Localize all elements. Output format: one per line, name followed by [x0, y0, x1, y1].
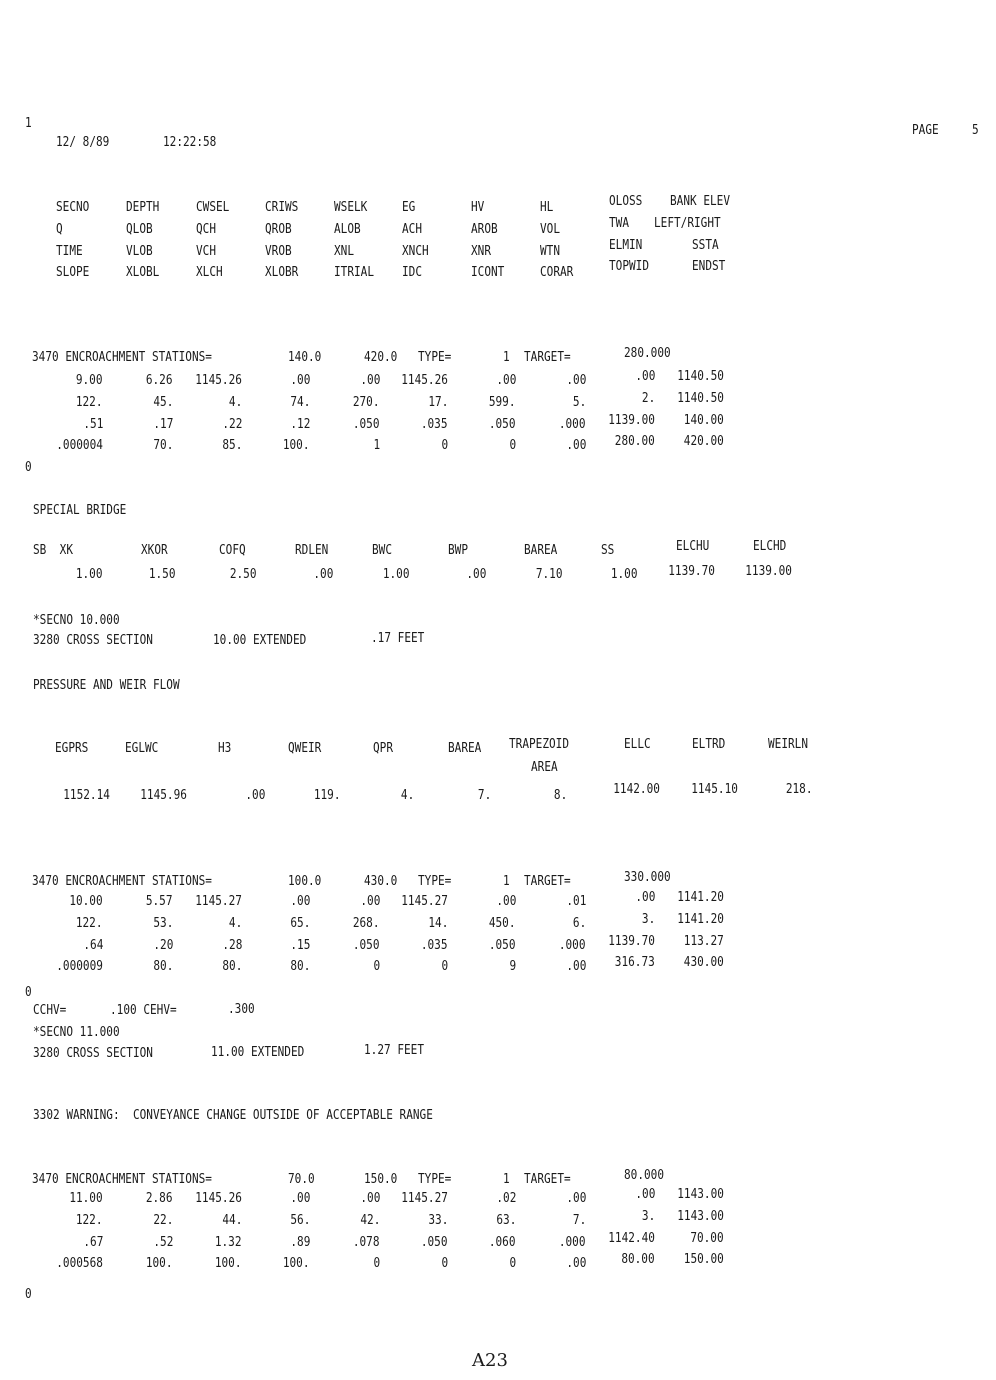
column-header: QROB [265, 221, 292, 237]
data-value: 122. [76, 1211, 103, 1228]
data-value: 1145.26 [195, 1190, 242, 1206]
data-value: .00 [289, 893, 310, 909]
pressure-header: ELLC [624, 736, 651, 752]
data-value: 80.00 [621, 1251, 655, 1268]
data-value: 4. [228, 914, 242, 931]
pressure-value: 1152.14 [63, 787, 110, 803]
run-time: 12:22:58 [163, 134, 217, 150]
column-header: XLOBL [126, 264, 160, 280]
encroachment-line: 280.000 [624, 345, 671, 361]
column-header: CORAR [540, 264, 574, 280]
cross-section-line: 10.00 EXTENDED [213, 632, 307, 648]
bridge-header: BAREA [524, 542, 558, 558]
column-header: ENDST [692, 258, 726, 274]
pressure-header: H3 [218, 740, 232, 756]
column-header: VROB [265, 243, 292, 259]
encroachment-line: 140.0 [288, 349, 322, 365]
encroachment-line: 100.0 [288, 873, 322, 889]
data-value: 44. [221, 1211, 242, 1228]
data-value: .00 [495, 372, 516, 388]
encroachment-line: 1 [503, 873, 510, 889]
encroachment-line: 3470 ENCROACHMENT STATIONS= [32, 349, 212, 365]
data-value: 0 [509, 1255, 516, 1272]
pressure-value: .00 [244, 787, 265, 803]
data-value: 122. [76, 393, 103, 410]
bridge-header: BWP [448, 542, 469, 558]
data-value: 10.00 [69, 893, 103, 909]
pressure-value: 218. [786, 781, 813, 797]
data-value: 420.00 [683, 433, 724, 450]
data-value: .02 [495, 1190, 516, 1206]
data-value: .00 [289, 1190, 310, 1206]
column-header: LEFT/RIGHT [654, 215, 721, 231]
data-value: 1145.27 [195, 893, 242, 909]
data-value: .035 [421, 936, 448, 953]
bridge-header: SS [601, 542, 615, 558]
encroachment-line: 3470 ENCROACHMENT STATIONS= [32, 1171, 212, 1187]
run-date: 12/ 8/89 [56, 134, 110, 150]
column-header: ITRIAL [334, 264, 375, 280]
bridge-value: 1139.00 [745, 563, 792, 579]
data-value: 80. [289, 958, 310, 975]
bridge-header: ELCHD [753, 538, 787, 554]
data-value: 42. [359, 1211, 380, 1228]
data-value: 85. [221, 437, 242, 454]
data-value: .52 [152, 1233, 173, 1250]
cross-section-line: 3280 CROSS SECTION [33, 1045, 153, 1061]
column-header: TOPWID [609, 258, 650, 274]
data-value: .00 [495, 893, 516, 909]
data-value: 1139.00 [608, 411, 655, 428]
data-value: 74. [289, 393, 310, 410]
data-value: .000 [559, 1233, 586, 1250]
data-value: .00 [359, 1190, 380, 1206]
encroachment-line: 430.0 [364, 873, 398, 889]
bridge-value: 1139.70 [668, 563, 715, 579]
data-value: 1145.27 [401, 893, 448, 909]
data-value: 3. [641, 1207, 655, 1224]
data-value: .51 [82, 415, 103, 432]
column-header: HV [471, 199, 485, 215]
column-header: OLOSS [609, 193, 643, 209]
pressure-header: EGPRS [55, 740, 89, 756]
data-value: .28 [221, 936, 242, 953]
bridge-header: SB XK [33, 542, 74, 558]
cchv-line: CCHV= [33, 1002, 67, 1018]
encroachment-line: 70.0 [288, 1171, 315, 1187]
data-value: .00 [289, 372, 310, 388]
bridge-value: 1.00 [611, 566, 638, 582]
encroachment-line: 1 [503, 1171, 510, 1187]
data-value: 45. [152, 393, 173, 410]
bridge-header: BWC [372, 542, 393, 558]
data-value: 80. [152, 958, 173, 975]
pressure-header: BAREA [448, 740, 482, 756]
column-header: VOL [540, 221, 561, 237]
column-header: IDC [402, 264, 423, 280]
column-header: CWSEL [196, 199, 230, 215]
data-value: 100. [146, 1255, 173, 1272]
data-value: 1145.26 [195, 372, 242, 388]
pressure-header: AREA [531, 759, 558, 775]
column-header: XNCH [402, 243, 429, 259]
data-value: 280.00 [614, 433, 655, 450]
data-value: .050 [489, 415, 516, 432]
data-value: 2.86 [146, 1190, 173, 1206]
page-footer: A23 [472, 1350, 508, 1371]
column-header: XNR [471, 243, 492, 259]
pressure-value: 1142.00 [613, 781, 660, 797]
column-header: XLCH [196, 264, 223, 280]
data-value: .050 [353, 415, 380, 432]
column-header: CRIWS [265, 199, 299, 215]
data-value: 316.73 [614, 954, 655, 971]
data-value: .000 [559, 936, 586, 953]
data-value: 65. [289, 914, 310, 931]
data-value: 0 [441, 958, 448, 975]
line-marker: 0 [25, 1286, 32, 1302]
data-value: 450. [489, 914, 516, 931]
column-header: XLOBR [265, 264, 299, 280]
data-value: 5.57 [146, 893, 173, 909]
data-value: .00 [565, 1190, 586, 1206]
bridge-value: 7.10 [536, 566, 563, 582]
data-value: 140.00 [683, 411, 724, 428]
pressure-value: 8. [553, 787, 567, 803]
data-value: .050 [421, 1233, 448, 1250]
bridge-header: RDLEN [295, 542, 329, 558]
cross-section-line: .17 FEET [371, 630, 425, 646]
page-label: PAGE [912, 122, 939, 138]
bridge-header: XKOR [141, 542, 168, 558]
data-value: .078 [353, 1233, 380, 1250]
data-value: 53. [152, 914, 173, 931]
encroachment-line: 1 [503, 349, 510, 365]
data-value: .00 [565, 372, 586, 388]
data-value: 33. [427, 1211, 448, 1228]
encroachment-line: TYPE= [418, 873, 452, 889]
data-value: .00 [565, 1255, 586, 1272]
data-value: 100. [283, 437, 310, 454]
bridge-value: .00 [465, 566, 486, 582]
warning-line: 3302 WARNING: CONVEYANCE CHANGE OUTSIDE OF ACCEPTABLE RANGE [33, 1107, 433, 1123]
data-value: 1 [373, 437, 380, 454]
data-value: 599. [489, 393, 516, 410]
data-value: 11.00 [69, 1190, 103, 1206]
data-value: .000009 [56, 958, 103, 975]
column-header: AROB [471, 221, 498, 237]
data-value: 56. [289, 1211, 310, 1228]
data-value: 22. [152, 1211, 173, 1228]
data-value: .00 [634, 889, 655, 905]
column-header: WTN [540, 243, 561, 259]
section-title: SPECIAL BRIDGE [33, 502, 127, 518]
column-header: ELMIN [609, 237, 643, 253]
pressure-value: 119. [314, 787, 341, 803]
pressure-header: WEIRLN [768, 736, 809, 752]
encroachment-line: TYPE= [418, 349, 452, 365]
cross-section-line: 3280 CROSS SECTION [33, 632, 153, 648]
data-value: 63. [495, 1211, 516, 1228]
column-header: ICONT [471, 264, 505, 280]
data-value: .12 [289, 415, 310, 432]
page-number: 5 [972, 122, 979, 138]
column-header: TIME [56, 243, 83, 259]
column-header: DEPTH [126, 199, 160, 215]
data-value: 1140.50 [677, 389, 724, 406]
data-value: 1145.26 [401, 372, 448, 388]
bridge-value: 2.50 [230, 566, 257, 582]
data-value: .000 [559, 415, 586, 432]
pressure-header: EGLWC [125, 740, 159, 756]
data-value: 80. [221, 958, 242, 975]
data-value: .00 [634, 1186, 655, 1202]
column-header: SSTA [692, 237, 719, 253]
column-header: VCH [196, 243, 217, 259]
data-value: .15 [289, 936, 310, 953]
data-value: 6.26 [146, 372, 173, 388]
data-value: 270. [353, 393, 380, 410]
column-header: BANK ELEV [670, 193, 730, 209]
data-value: .00 [359, 893, 380, 909]
pressure-header: ELTRD [692, 736, 726, 752]
data-value: 5. [572, 393, 586, 410]
data-value: 1141.20 [677, 910, 724, 927]
data-value: 17. [427, 393, 448, 410]
data-value: 113.27 [683, 932, 724, 949]
column-header: ACH [402, 221, 423, 237]
encroachment-line: 150.0 [364, 1171, 398, 1187]
data-value: .20 [152, 936, 173, 953]
encroachment-line: 80.000 [624, 1167, 665, 1183]
data-value: 1140.50 [677, 368, 724, 384]
data-value: 0 [373, 1255, 380, 1272]
data-value: 9 [509, 958, 516, 975]
encroachment-line: 330.000 [624, 869, 671, 885]
pressure-header: TRAPEZOID [509, 736, 569, 752]
data-value: .00 [565, 437, 586, 454]
data-value: .050 [489, 936, 516, 953]
data-value: 1143.00 [677, 1186, 724, 1202]
encroachment-line: TYPE= [418, 1171, 452, 1187]
data-value: 2. [641, 389, 655, 406]
column-header: ALOB [334, 221, 361, 237]
data-value: .060 [489, 1233, 516, 1250]
data-value: 1141.20 [677, 889, 724, 905]
column-header: TWA [609, 215, 630, 231]
data-value: 430.00 [683, 954, 724, 971]
pressure-value: 7. [477, 787, 491, 803]
data-value: 1142.40 [608, 1229, 655, 1246]
data-value: 1.32 [215, 1233, 242, 1250]
secno-line: *SECNO 10.000 [33, 612, 120, 628]
column-header: EG [402, 199, 416, 215]
column-header: Q [56, 221, 63, 237]
bridge-value: .00 [312, 566, 333, 582]
pressure-value: 4. [400, 787, 414, 803]
column-header: QLOB [126, 221, 153, 237]
data-value: 100. [283, 1255, 310, 1272]
data-value: .17 [152, 415, 173, 432]
data-value: 3. [641, 910, 655, 927]
column-header: VLOB [126, 243, 153, 259]
data-value: .00 [359, 372, 380, 388]
column-header: WSELK [334, 199, 368, 215]
cross-section-line: 1.27 FEET [364, 1042, 424, 1058]
cross-section-line: 11.00 EXTENDED [211, 1044, 305, 1060]
pressure-value: 1145.10 [691, 781, 738, 797]
data-value: 1145.27 [401, 1190, 448, 1206]
data-value: 1143.00 [677, 1207, 724, 1224]
encroachment-line: 3470 ENCROACHMENT STATIONS= [32, 873, 212, 889]
data-value: .000004 [56, 437, 103, 454]
section-title: PRESSURE AND WEIR FLOW [33, 677, 180, 693]
cchv-line: .100 CEHV= [110, 1002, 177, 1018]
data-value: 100. [215, 1255, 242, 1272]
encroachment-line: TARGET= [524, 873, 571, 889]
column-header: XNL [334, 243, 355, 259]
encroachment-line: 420.0 [364, 349, 398, 365]
data-value: 4. [228, 393, 242, 410]
data-value: .89 [289, 1233, 310, 1250]
encroachment-line: TARGET= [524, 1171, 571, 1187]
data-value: 1139.70 [608, 932, 655, 949]
data-value: 70.00 [690, 1229, 724, 1246]
data-value: .01 [565, 893, 586, 909]
data-value: .22 [221, 415, 242, 432]
data-value: 14. [427, 914, 448, 931]
data-value: 70. [152, 437, 173, 454]
data-value: .00 [634, 368, 655, 384]
bridge-value: 1.50 [149, 566, 176, 582]
data-value: 6. [572, 914, 586, 931]
column-header: SLOPE [56, 264, 90, 280]
pressure-value: 1145.96 [140, 787, 187, 803]
line-marker: 0 [25, 459, 32, 475]
data-value: 268. [353, 914, 380, 931]
data-value: .050 [353, 936, 380, 953]
data-value: 0 [441, 1255, 448, 1272]
data-value: .64 [82, 936, 103, 953]
data-value: .035 [421, 415, 448, 432]
secno-line: *SECNO 11.000 [33, 1024, 120, 1040]
data-value: .00 [565, 958, 586, 975]
data-value: .000568 [56, 1255, 103, 1272]
column-header: HL [540, 199, 554, 215]
bridge-value: 1.00 [76, 566, 103, 582]
data-value: 0 [441, 437, 448, 454]
data-value: 9.00 [76, 372, 103, 388]
column-header: SECNO [56, 199, 90, 215]
data-value: 0 [509, 437, 516, 454]
bridge-header: ELCHU [676, 538, 710, 554]
encroachment-line: TARGET= [524, 349, 571, 365]
line-marker: 0 [25, 984, 32, 1000]
bridge-value: 1.00 [383, 566, 410, 582]
column-header: QCH [196, 221, 217, 237]
data-value: 7. [572, 1211, 586, 1228]
page-marker: 1 [25, 115, 32, 131]
cchv-line: .300 [228, 1001, 255, 1017]
data-value: 122. [76, 914, 103, 931]
data-value: .67 [82, 1233, 103, 1250]
pressure-header: QPR [373, 740, 394, 756]
pressure-header: QWEIR [288, 740, 322, 756]
bridge-header: COFQ [219, 542, 246, 558]
data-value: 0 [373, 958, 380, 975]
data-value: 150.00 [683, 1251, 724, 1268]
